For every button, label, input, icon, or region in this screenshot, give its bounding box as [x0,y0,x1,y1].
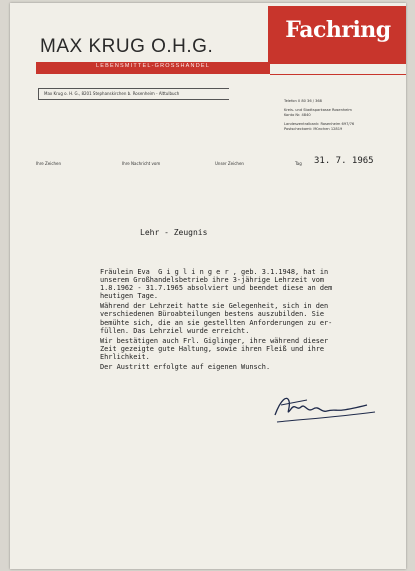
letter-body [100,268,396,371]
handwritten-signature [267,391,385,427]
company-tagline: LEBENSMITTEL-GROSSHANDEL [95,63,211,69]
body-line: Ehrlichkeit. [100,352,150,361]
letter-date: 31. 7. 1965 [314,156,374,166]
tagline-band [36,62,270,74]
contact-bank: Kreis- und Stadtsparkasse Rosenheim [284,107,352,112]
body-line: Während der Lehrzeit hatte sie Gelegenheit, sich in den [100,302,329,311]
ref-ihre-zeichen: Ihre Zeichen [36,161,62,166]
body-line: Der Austritt erfolgte auf eigenen Wunsch. [100,363,271,372]
contact-central-bank: Landeszentralbank: Rosenheim 697/76 [284,121,355,126]
body-line: füllen. Das Lehrziel wurde erreicht. [100,326,250,335]
body-line: unserem Großhandelsbetrieb ihre 3-jährige Lehrzeit vom [100,276,325,285]
contact-postal-giro: Postscheckamt: München 12819 [284,127,343,132]
contact-block [284,99,354,133]
ref-ihre-nachricht: Ihre Nachricht vom [122,161,161,166]
ref-unser-zeichen: Unser Zeichen [215,161,244,166]
sender-line: Max Krug o. H. G., 8201 Stephanskirchen b. Rosenheim - Alttulbuch [44,91,180,96]
body-line: Zeit gezeigte gute Haltung, sowie ihren Fleiß und ihre [100,344,325,353]
contact-phone: Telefon 0 80 36 / 368 [284,99,322,103]
letter-page [10,3,406,569]
contact-account: Konto Nr. 4840 [284,113,311,118]
logo-rule [270,74,406,75]
body-line: heutigen Tage. [100,292,159,301]
logo-text: Fachring [285,17,391,43]
body-line: 1.8.1962 - 31.7.1965 absolviert und beendet diese an dem [100,284,333,293]
letter-title: Lehr - Zeugnis [140,228,208,237]
body-line: bemühte sich, die an sie gestellten Anforderungen zu er- [100,318,333,327]
body-line: verschiedenen Büroabteilungen bestens auszubilden. Sie [100,310,325,319]
fachring-logo [268,6,406,64]
ref-tag-label: Tag [295,161,302,166]
company-name: MAX KRUG O.H.G. [40,36,214,57]
body-line: Wir bestätigen auch Frl. Giglinger, ihre während dieser [100,336,329,345]
body-line: Fräulein Eva G i g l i n g e r , geb. 3.1.1948, hat in [100,268,329,276]
